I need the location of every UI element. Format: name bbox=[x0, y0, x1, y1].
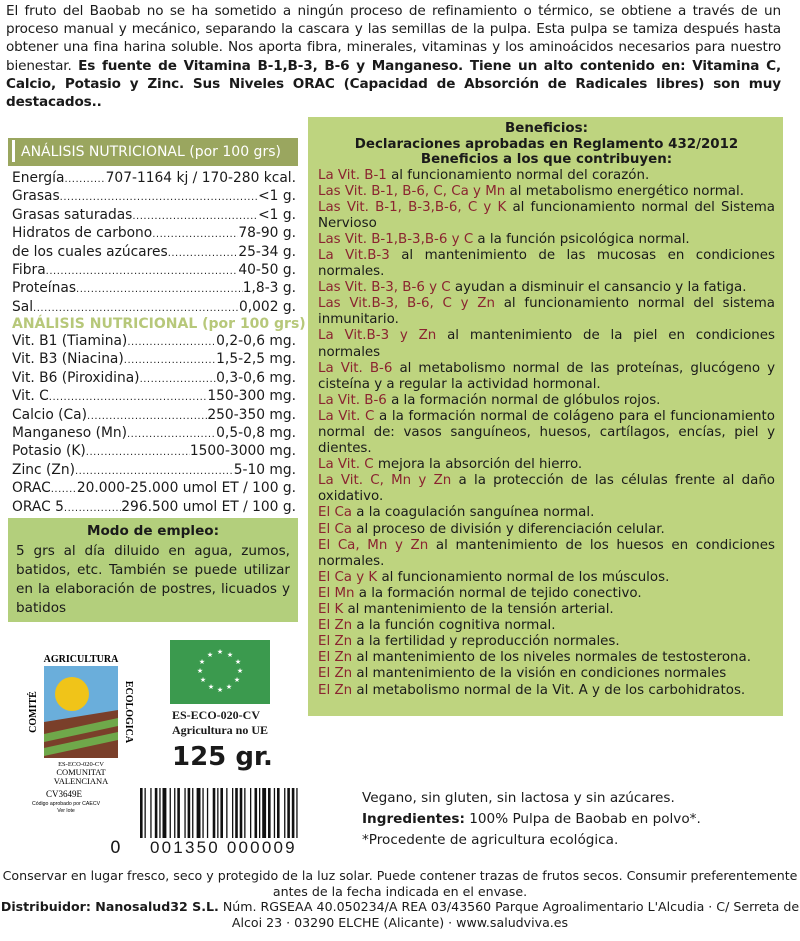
benefit-keyword: Las Vit. B-1, B-6, C, Ca y Mn bbox=[318, 183, 506, 199]
footer bbox=[0, 868, 800, 931]
nutrient-label: Vit. B1 (Tiamina) bbox=[12, 333, 128, 349]
benefit-keyword: Las Vit. B-1, B-3,B-6, C y K bbox=[318, 199, 507, 215]
nutrient-label: Fibra bbox=[12, 261, 46, 278]
nutrient-label: Calcio (Ca) bbox=[12, 406, 88, 423]
svg-text:★: ★ bbox=[233, 676, 241, 684]
nutrition-row bbox=[12, 369, 296, 387]
header-bar-decoration bbox=[12, 140, 15, 162]
dot-leader bbox=[152, 224, 238, 242]
benefit-keyword: El Ca, Mn y Zn bbox=[318, 537, 429, 553]
nutrient-label: Potasio (K) bbox=[12, 443, 86, 460]
benefits-subtitle2: Beneficios a los que contribuyen: bbox=[420, 152, 673, 167]
nutrient-value: 1500-3000 mg. bbox=[189, 443, 296, 460]
barcode-bar bbox=[226, 788, 227, 838]
dot-leader bbox=[60, 187, 258, 205]
barcode-bar bbox=[177, 788, 180, 838]
svg-text:★: ★ bbox=[216, 686, 224, 694]
barcode-bar bbox=[213, 788, 216, 838]
benefit-keyword: El K bbox=[318, 602, 344, 618]
barcode-bar bbox=[174, 788, 175, 838]
dot-leader bbox=[127, 424, 216, 442]
dot-leader bbox=[168, 243, 239, 261]
svg-text:★: ★ bbox=[216, 648, 224, 656]
nutrient-value: 707-1164 kj / 170-280 kcal. bbox=[105, 170, 296, 186]
benefit-text: al funcionamiento normal del corazón. bbox=[386, 167, 650, 183]
barcode-bar bbox=[170, 788, 171, 838]
usage-text: 5 grs al día diluido en agua, zumos, batidos, etc. También se puede utilizar en la elaboración de postres, licuados y batidos bbox=[16, 543, 290, 616]
benefit-text: al mantenimiento de los huesos en condiciones normales. bbox=[318, 537, 775, 569]
nutrition-row bbox=[12, 461, 296, 479]
nutrient-label: Manganeso (Mn) bbox=[12, 424, 127, 441]
nutrition-header bbox=[8, 138, 298, 166]
nutrient-value: 20.000-25.000 umol ET / 100 g. bbox=[76, 480, 296, 497]
barcode-bar bbox=[284, 788, 285, 838]
benefit-item bbox=[318, 393, 775, 409]
cae-right-text: ECOLÓGICA bbox=[123, 680, 134, 744]
svg-text:★: ★ bbox=[199, 676, 207, 684]
benefit-text: mejora la absorción del hierro. bbox=[373, 457, 583, 473]
barcode-bar bbox=[259, 788, 260, 838]
benefit-text: a la formación normal de tejido conectivo. bbox=[354, 585, 642, 601]
barcode-bar bbox=[207, 788, 208, 838]
dot-leader bbox=[132, 206, 258, 224]
nutrient-value: 1,5-2,5 mg. bbox=[216, 351, 296, 368]
nutrient-label: Sal bbox=[12, 298, 34, 315]
eco-origin-text: Agricultura no UE bbox=[172, 723, 268, 737]
ingredients-text: 100% Pulpa de Baobab en polvo*. bbox=[464, 811, 701, 827]
benefit-keyword: La Vit. B-6 bbox=[318, 360, 393, 376]
barcode-bar bbox=[163, 788, 167, 838]
benefit-item bbox=[318, 232, 775, 248]
benefit-keyword: La Vit. B-6 bbox=[318, 392, 387, 408]
benefit-keyword: El Zn bbox=[318, 650, 353, 666]
eu-organic-leaf-icon bbox=[170, 640, 270, 704]
benefit-keyword: La Vit. C bbox=[318, 408, 375, 424]
benefit-item bbox=[318, 505, 775, 521]
nutrient-value: 25-34 g. bbox=[238, 243, 296, 260]
nutrition-row bbox=[12, 169, 296, 187]
benefit-text: al metabolismo energético normal. bbox=[505, 183, 744, 199]
benefit-item bbox=[318, 296, 775, 328]
dot-leader bbox=[46, 261, 239, 279]
cae-top-text: AGRICULTURA bbox=[43, 654, 119, 665]
benefit-text: a la protección de las células frente al daño oxidativo. bbox=[318, 473, 775, 505]
barcode-bar bbox=[250, 788, 251, 838]
barcode-bar bbox=[235, 788, 238, 838]
nutrient-value: 150-300 mg. bbox=[207, 388, 296, 405]
nutrient-label: Hidratos de carbono bbox=[12, 225, 153, 242]
nutrition-header-text: ANÁLISIS NUTRICIONAL (por 100 grs) bbox=[21, 144, 281, 160]
benefits-subtitle: Declaraciones aprobadas en Reglamento 432/2012 bbox=[354, 136, 739, 152]
benefit-keyword: Las Vit. B-3, B-6 y C bbox=[318, 280, 451, 296]
storage-text: Conservar en lugar fresco, seco y protegido de la luz solar. Puede contener trazas de frutos secos. Consumir preferentemente antes de la fecha indicada en el envase. bbox=[2, 868, 798, 899]
nutrient-value: 0,5-0,8 mg. bbox=[216, 424, 296, 441]
dot-leader bbox=[75, 461, 234, 479]
benefit-text: al mantenimiento de los niveles normales de testosterona. bbox=[352, 650, 751, 666]
dot-leader bbox=[64, 498, 121, 516]
benefit-keyword: La Vit.B-3 bbox=[318, 247, 390, 263]
nutrition-row bbox=[12, 206, 296, 224]
nutrient-value: 0,2-0,6 mg. bbox=[216, 333, 296, 349]
barcode-bar bbox=[220, 788, 223, 838]
nutrient-value: 296.500 umol ET / 100 g. bbox=[121, 498, 296, 515]
nutrition-list bbox=[12, 169, 296, 316]
benefit-item bbox=[318, 618, 775, 634]
barcode-bar bbox=[188, 788, 191, 838]
eco-certification bbox=[172, 708, 268, 738]
nutrition-row bbox=[12, 279, 296, 297]
benefit-text: al mantenimiento de la visión en condiciones normales bbox=[352, 666, 727, 682]
benefit-keyword: El Zn bbox=[318, 618, 353, 634]
barcode-bar bbox=[255, 788, 258, 838]
benefit-keyword: El Mn bbox=[318, 585, 355, 601]
barcode-bar bbox=[184, 788, 185, 838]
barcode-bar bbox=[292, 788, 295, 838]
barcode-bar bbox=[296, 788, 297, 838]
nutrient-label: Vit. B3 (Niacina) bbox=[12, 351, 124, 368]
cae-sun-icon bbox=[55, 677, 89, 711]
barcode-icon bbox=[120, 788, 340, 838]
benefit-item bbox=[318, 650, 775, 666]
benefit-text: a la formación normal de glóbulos rojos. bbox=[386, 392, 661, 408]
usage-title: Modo de empleo: bbox=[86, 523, 220, 539]
benefit-text: al mantenimiento de la piel en condiciones normales bbox=[318, 328, 775, 360]
benefit-text: al funcionamiento normal del sistema inmunitario. bbox=[318, 296, 776, 328]
benefit-keyword: El Ca bbox=[318, 505, 352, 521]
ingredients-line bbox=[362, 809, 782, 830]
svg-text:★: ★ bbox=[196, 667, 204, 675]
benefit-item bbox=[318, 586, 775, 602]
benefit-text: al mantenimiento de las mucosas en condiciones normales. bbox=[318, 247, 775, 280]
benefit-item bbox=[318, 570, 775, 586]
ingredients-label: Ingredientes: bbox=[362, 811, 465, 827]
barcode-bar bbox=[202, 788, 203, 838]
nutrient-value: 78-90 g. bbox=[238, 225, 296, 242]
benefit-keyword: La Vit.B-3 y Zn bbox=[318, 328, 437, 344]
svg-text:★: ★ bbox=[225, 683, 233, 691]
dot-leader bbox=[76, 279, 243, 297]
benefit-text: a la fertilidad y reproducción normales. bbox=[352, 634, 620, 650]
nutrient-label: Vit. C bbox=[12, 388, 49, 405]
benefit-item bbox=[318, 248, 775, 280]
barcode-bar bbox=[268, 788, 271, 838]
dot-leader bbox=[124, 350, 216, 368]
nutrition-row bbox=[12, 187, 296, 205]
diet-info: Vegano, sin gluten, sin lactosa y sin azúcares. bbox=[362, 790, 675, 806]
intro-paragraph bbox=[6, 2, 781, 111]
benefit-keyword: El Ca bbox=[318, 521, 352, 537]
cae-region1-text: COMUNITAT bbox=[56, 767, 106, 777]
benefit-text: a la coagulación sanguínea normal. bbox=[352, 505, 595, 521]
benefit-item bbox=[318, 666, 775, 682]
nutrition-row bbox=[12, 332, 296, 350]
nutrient-value: 0,3-0,6 mg. bbox=[216, 369, 296, 386]
benefit-item bbox=[318, 473, 775, 505]
nutrition-row bbox=[12, 498, 296, 516]
benefits-box bbox=[308, 117, 783, 716]
benefit-text: a la función cognitiva normal. bbox=[352, 618, 556, 634]
cae-cv-text: CV3649E bbox=[46, 789, 82, 799]
nutrition-row bbox=[12, 224, 296, 242]
barcode-bar bbox=[140, 788, 143, 838]
nutrient-label: de los cuales azúcares bbox=[12, 243, 168, 260]
nutrient-value: 40-50 g. bbox=[238, 261, 296, 278]
nutrition-row bbox=[12, 350, 296, 368]
caecv-logo bbox=[24, 648, 134, 818]
nutrition-row bbox=[12, 387, 296, 405]
nutrition-row bbox=[12, 298, 296, 316]
nutrient-label: Grasas saturadas bbox=[12, 206, 133, 223]
nutrient-value: 1,8-3 g. bbox=[242, 280, 296, 297]
nutrient-value: <1 g. bbox=[258, 206, 296, 223]
benefit-item bbox=[318, 602, 775, 618]
usage-box bbox=[8, 518, 298, 622]
barcode-bar bbox=[274, 788, 275, 838]
barcode-bar bbox=[262, 788, 266, 838]
nutrient-label: Grasas bbox=[12, 188, 60, 205]
benefit-text: al funcionamiento normal de los músculos. bbox=[377, 569, 670, 585]
eco-code-text: ES-ECO-020-CV bbox=[172, 708, 261, 722]
benefit-text: ayudan a disminuir el cansancio y la fatiga. bbox=[450, 280, 747, 296]
distributor-line bbox=[0, 899, 800, 930]
benefit-keyword: Las Vit. B-1,B-3,B-6 y C bbox=[318, 231, 474, 247]
benefit-keyword: Las Vit.B-3, B-6, C y Zn bbox=[318, 296, 495, 312]
barcode-bar bbox=[217, 788, 218, 838]
benefit-item bbox=[318, 328, 775, 360]
benefit-keyword: La Vit. C bbox=[318, 457, 374, 473]
benefit-keyword: El Zn bbox=[318, 634, 353, 650]
nutrient-label: Zinc (Zn) bbox=[12, 461, 75, 478]
barcode-bar bbox=[197, 788, 201, 838]
micronutrient-list bbox=[12, 332, 296, 516]
benefit-item bbox=[318, 522, 775, 538]
nutrient-value: <1 g. bbox=[258, 188, 296, 205]
cae-code-text: ES-ECO-020-CV bbox=[58, 761, 104, 768]
barcode-bar bbox=[232, 788, 233, 838]
svg-text:★: ★ bbox=[236, 667, 244, 675]
barcode-bar bbox=[244, 788, 245, 838]
nutrient-label: Energía bbox=[12, 170, 65, 186]
nutrient-label: ORAC 5 bbox=[12, 498, 64, 515]
dot-leader bbox=[86, 442, 190, 460]
barcode-bar bbox=[159, 788, 160, 838]
barcode-bar bbox=[150, 788, 151, 838]
svg-text:★: ★ bbox=[206, 651, 214, 659]
benefit-keyword: El Zn bbox=[318, 666, 353, 682]
benefit-item bbox=[318, 457, 775, 473]
net-weight: 125 gr. bbox=[172, 742, 273, 772]
nutrition-row bbox=[12, 243, 296, 261]
distributor-label: Distribuidor: Nanosalud32 S.L. bbox=[0, 899, 219, 915]
benefit-keyword: El Zn bbox=[318, 682, 353, 698]
dot-leader bbox=[87, 406, 207, 424]
nutrient-value: 5-10 mg. bbox=[233, 461, 296, 478]
intro-normal-text: El fruto del Baobab no se ha sometido a ningún proceso de refinamiento o térmico, se obtiene a través de un proceso manual y mecánico, separando la cascara y las semillas de la pulpa. Esta pulpa se tamiza después hasta obtener una fina harina soluble. Nos aporta fibra, minerales, vitaminas y los aminoácidos necesarios para nuestro bienestar. bbox=[6, 3, 781, 74]
dot-leader bbox=[49, 387, 208, 405]
benefit-item bbox=[318, 184, 775, 200]
nutrient-label: Proteínas bbox=[12, 280, 77, 297]
cae-lot-text: Ver lote bbox=[57, 808, 75, 814]
barcode-bar bbox=[277, 788, 280, 838]
distributor-text: Núm. RGSEAA 40.050234/A REA 03/43560 Parque Agroalimentario L'Alcudia · C/ Serreta de Alcoi 23 · 03290 ELCHE (Alicante) · www.saludviva.es bbox=[218, 899, 800, 931]
nutrition-row bbox=[12, 479, 296, 497]
benefit-text: al metabolismo normal de las proteínas, glucógeno y cisteína y a regular la actividad hormonal. bbox=[318, 360, 776, 392]
svg-text:★: ★ bbox=[234, 658, 242, 666]
benefit-keyword: El Ca y K bbox=[318, 569, 378, 585]
dot-leader bbox=[127, 332, 216, 350]
benefit-item bbox=[318, 200, 775, 232]
cae-left-text: COMITÉ bbox=[28, 691, 39, 733]
barcode-bar bbox=[155, 788, 158, 838]
benefit-keyword: La Vit. B-1 bbox=[318, 167, 387, 183]
benefit-text: a la formación normal de colágeno para el funcionamiento normal de: vasos sanguíneos, huesos, cartílagos, encías, piel y dientes. bbox=[318, 408, 775, 457]
intro-bold-text: Es fuente de Vitamina B-1,B-3, B-6 y Manganeso. Tiene un alto contenido en: Vitamina C, Calcio, Potasio y Zinc. Sus Niveles ORAC (Capacidad de Absorción de Radicales libres) son muy destacados.. bbox=[6, 57, 781, 111]
svg-text:★: ★ bbox=[226, 651, 234, 659]
nutrition-row bbox=[12, 261, 296, 279]
benefit-item bbox=[318, 280, 775, 296]
benefit-keyword: La Vit. C, Mn y Zn bbox=[318, 473, 452, 489]
benefit-item bbox=[318, 683, 775, 699]
barcode-bar bbox=[240, 788, 243, 838]
dot-leader bbox=[51, 479, 77, 497]
barcode-bar bbox=[145, 788, 146, 838]
nutrient-value: 0,002 g. bbox=[238, 298, 296, 315]
benefit-item bbox=[318, 409, 775, 457]
benefit-item bbox=[318, 361, 775, 393]
svg-text:★: ★ bbox=[207, 683, 215, 691]
benefits-list bbox=[318, 168, 775, 699]
dot-leader bbox=[64, 169, 105, 187]
dot-leader bbox=[33, 298, 239, 316]
svg-text:★: ★ bbox=[198, 658, 206, 666]
benefit-text: al proceso de división y diferenciación celular. bbox=[352, 521, 665, 537]
nutrient-value: 250-350 mg. bbox=[207, 406, 296, 423]
benefit-text: al metabolismo normal de la Vit. A y de los carbohidratos. bbox=[352, 682, 746, 698]
benefit-text: al mantenimiento de la tensión arterial. bbox=[343, 602, 614, 618]
product-info bbox=[362, 788, 782, 851]
nutrition-row bbox=[12, 424, 296, 442]
barcode-digits: 001350 000009 bbox=[150, 838, 297, 857]
organic-note: *Procedente de agricultura ecológica. bbox=[362, 832, 619, 848]
benefit-text: a la función psicológica normal. bbox=[473, 231, 690, 247]
nutrient-label: Vit. B6 (Piroxidina) bbox=[12, 369, 140, 386]
barcode-bar bbox=[287, 788, 290, 838]
benefit-text: al funcionamiento normal del Sistema Nervioso bbox=[318, 199, 775, 231]
dot-leader bbox=[140, 369, 217, 387]
nutrition-row bbox=[12, 442, 296, 460]
barcode-bar bbox=[192, 788, 193, 838]
cae-approved-text: Código aprobado por CAECV bbox=[31, 801, 101, 807]
nutrient-label: ORAC bbox=[12, 480, 51, 497]
benefit-item bbox=[318, 168, 775, 184]
benefit-item bbox=[318, 538, 775, 570]
benefit-item bbox=[318, 634, 775, 650]
nutrition-row bbox=[12, 406, 296, 424]
benefits-title: Beneficios: bbox=[505, 121, 588, 136]
nutrition-subheader: ANÁLISIS NUTRICIONAL (por 100 grs) bbox=[12, 316, 306, 332]
barcode-first-digit: 0 bbox=[110, 838, 121, 858]
cae-region2-text: VALENCIANA bbox=[53, 776, 109, 786]
